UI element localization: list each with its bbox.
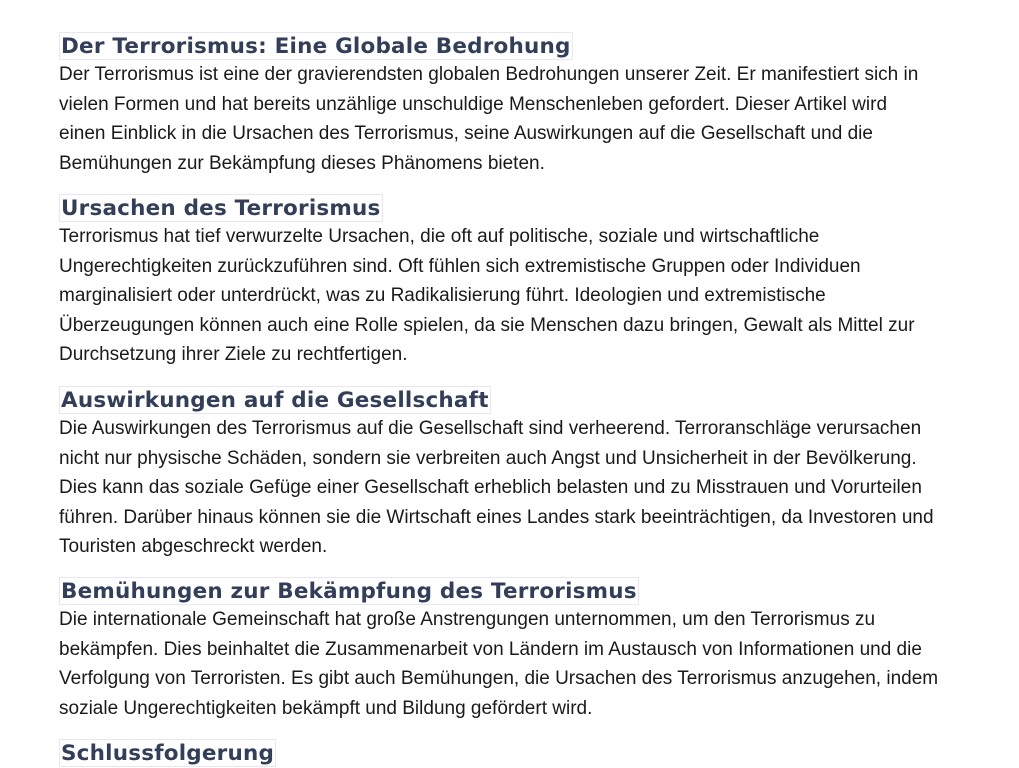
section-paragraph: [59, 605, 938, 723]
section-effects: [59, 386, 934, 562]
section-paragraph: [59, 414, 934, 562]
paragraph-line: Ungerechtigkeiten zurückzuführen sind. Oft fühlen sich extremistische Gruppen oder Individuen: [59, 255, 861, 277]
section-causes: [59, 194, 915, 370]
section-countermeasures: [59, 577, 938, 723]
paragraph-line: Verfolgung von Terroristen. Es gibt auch Bemühungen, die Ursachen des Terrorismus anzugehen, indem: [59, 668, 939, 690]
paragraph-line: nicht nur physische Schäden, sondern sie verbreiten auch Angst und Unsicherheit in der Bevölkerung.: [59, 447, 917, 469]
paragraph-line: soziale Ungerechtigkeiten bekämpft und Bildung gefördert wird.: [59, 697, 593, 719]
section-paragraph: [59, 60, 918, 178]
paragraph-line: einen Einblick in die Ursachen des Terrorismus, seine Auswirkungen auf die Gesellschaft und die: [59, 123, 873, 145]
paragraph-line: Der Terrorismus ist eine der gravierendsten globalen Bedrohungen unserer Zeit. Er manifestiert sich in: [59, 64, 919, 85]
paragraph-line: Terrorismus hat tief verwurzelte Ursachen, die oft auf politische, soziale und wirtschaftliche: [59, 226, 820, 247]
paragraph-line: Durchsetzung ihrer Ziele zu rechtfertigen.: [59, 344, 408, 366]
paragraph-line: vielen Formen und hat bereits unzählige unschuldige Menschenleben gefordert. Dieser Artikel wird: [59, 93, 888, 115]
paragraph-line: Bemühungen zur Bekämpfung dieses Phänomens bieten.: [59, 152, 545, 174]
paragraph-line: Überzeugungen können auch eine Rolle spielen, da sie Menschen dazu bringen, Gewalt als Mittel zur: [59, 314, 915, 336]
paragraph-line: Die Auswirkungen des Terrorismus auf die Gesellschaft sind verheerend. Terroranschläge verursachen: [59, 418, 922, 439]
section-heading: Schlussfolgerung: [61, 741, 275, 766]
paragraph-line: Die internationale Gemeinschaft hat große Anstrengungen unternommen, um den Terrorismus zu: [59, 609, 876, 630]
section-heading: Auswirkungen auf die Gesellschaft: [61, 388, 489, 413]
section-heading: Ursachen des Terrorismus: [61, 196, 381, 221]
paragraph-line: bekämpfen. Dies beinhaltet die Zusammenarbeit von Ländern im Austausch von Informationen und die: [59, 638, 922, 660]
paragraph-line: Touristen abgeschreckt werden.: [59, 536, 328, 558]
section-conclusion: [59, 739, 276, 767]
paragraph-line: Dies kann das soziale Gefüge einer Gesellschaft erheblich belasten und zu Misstrauen und Vorurteilen: [59, 477, 922, 499]
paragraph-line: führen. Darüber hinaus können sie die Wirtschaft eines Landes stark beeinträchtigen, da Investoren und: [59, 506, 934, 528]
section-paragraph: [59, 222, 915, 370]
section-heading: Der Terrorismus: Eine Globale Bedrohung: [61, 34, 571, 59]
section-heading: Bemühungen zur Bekämpfung des Terrorismus: [61, 579, 637, 604]
paragraph-line: marginalisiert oder unterdrückt, was zu Radikalisierung führt. Ideologien und extremistische: [59, 285, 826, 307]
section-intro: [59, 32, 918, 178]
